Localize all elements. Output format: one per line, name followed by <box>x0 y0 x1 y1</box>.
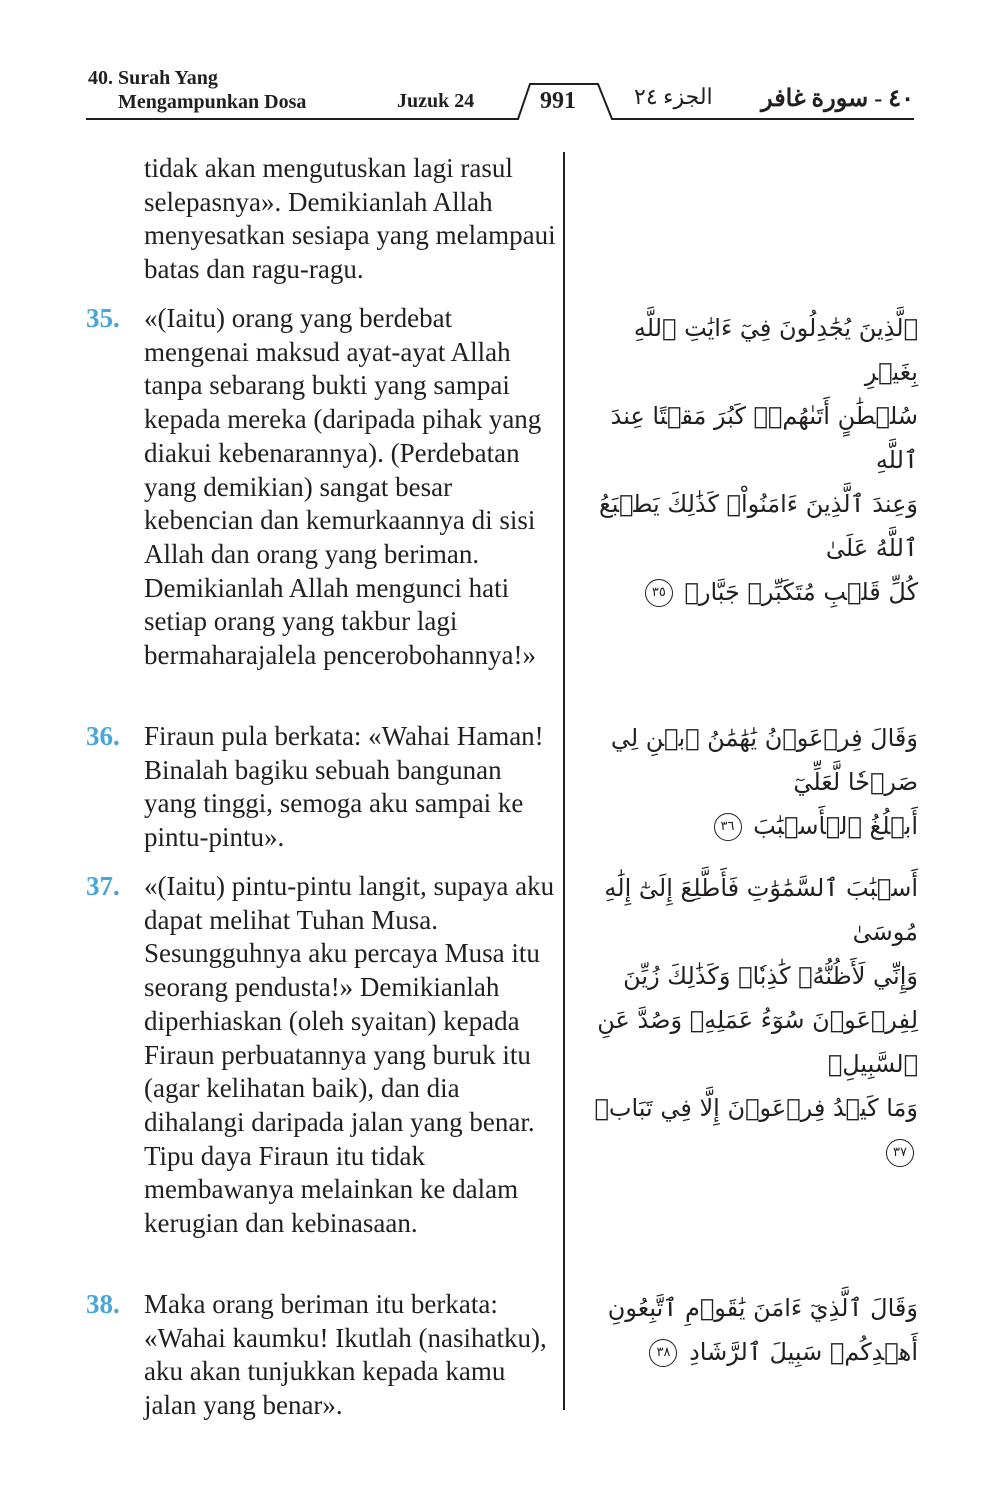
verse-end-marker: ٣٥ <box>645 579 673 607</box>
verse-number: 37. <box>86 871 120 901</box>
arabic-line: وَمَا كَيۡدُ فِرۡعَوۡنَ إِلَّا فِي تَبَابٖ <box>594 1094 918 1122</box>
verse-end-marker: ٣٨ <box>649 1339 677 1367</box>
verse-arabic <box>578 306 918 614</box>
continuation-text: tidak akan mengutuskan lagi rasul selepasnya». Demikianlah Allah menyesatkan sesiapa yang melampaui batas dan ragu-ragu. <box>144 153 556 285</box>
verse-arabic <box>578 866 918 1174</box>
arabic-line: لِفِرۡعَوۡنَ سُوٓءُ عَمَلِهِۦ وَصُدَّ عَنِ ٱلسَّبِيلِۚ <box>597 1006 918 1078</box>
verse-arabic <box>578 1286 918 1374</box>
verse-end-marker: ٣٧ <box>886 1139 914 1167</box>
verse-end-marker: ٣٦ <box>714 813 742 841</box>
arabic-line: وَإِنِّي لَأَظُنُّهُۥ كَٰذِبٗاۚ وَكَذَٰلِكَ زُيِّنَ <box>623 962 918 990</box>
column-divider <box>563 152 565 1410</box>
arabic-line: كُلِّ قَلۡبِ مُتَكَبِّرٖ جَبَّارٖ <box>684 578 918 606</box>
surah-title-line1: 40. Surah Yang <box>88 67 218 89</box>
surah-title-line2: Mengampunkan Dosa <box>118 91 307 113</box>
arabic-line: أَبۡلُغُ ٱلۡأَسۡبَٰبَ <box>753 812 918 840</box>
page-number: 991 <box>540 88 576 114</box>
arabic-line: أَهۡدِكُمۡ سَبِيلَ ٱلرَّشَادِ <box>689 1338 918 1366</box>
arabic-line: ٱلَّذِينَ يُجَٰدِلُونَ فِيٓ ءَايَٰتِ ٱللَّهِ بِغَيۡرِ <box>633 314 918 386</box>
header-rule <box>0 0 1000 130</box>
verse-translation: Maka orang beriman itu berkata: «Wahai kaumku! Ikutlah (nasihatku), aku akan tunjukkan kepada kamu jalan yang benar». <box>144 1289 547 1421</box>
arabic-line: وَعِندَ ٱلَّذِينَ ءَامَنُواْۚ كَذَٰلِكَ يَطۡبَعُ ٱللَّهُ عَلَىٰ <box>598 490 918 562</box>
verse-translation: «(Iaitu) pintu-pintu langit, supaya aku dapat melihat Tuhan Musa. Sesungguhnya aku percaya Musa itu seorang pendusta!» Demikianlah diperhiaskan (oleh syaitan) kepada Firaun perbuatannya yang buruk itu (agar kelihatan baik), dan dia dihalangi daripada jalan yang benar. Tipu daya Firaun itu tidak membawanya melainkan ke dalam kerugian dan kebinasaan. <box>144 871 555 1239</box>
verse-translation: «(Iaitu) orang yang berdebat mengenai maksud ayat-ayat Allah tanpa sebarang bukti yang sampai kepada mereka (daripada pihak yang diakui kebenarannya). (Perdebatan yang demikian) sangat besar kebencian dan kemurkaannya di sisi Allah dan orang yang beriman. Demikianlah Allah mengunci hati setiap orang yang takbur lagi bermaharajalela pencerobohannya!» <box>144 303 542 671</box>
arabic-line: أَسۡبَٰبَ ٱلسَّمَٰوَٰتِ فَأَطَّلِعَ إِلَىٰٓ إِلَٰهِ مُوسَىٰ <box>604 874 918 946</box>
juz-label-arabic: الجزء ٢٤ <box>634 84 713 109</box>
verse-number: 38. <box>86 1289 120 1319</box>
arabic-line: وَقَالَ فِرۡعَوۡنُ يَٰهَٰمَٰنُ ٱبۡنِ لِي صَرۡحٗا لَّعَلِّيٓ <box>610 724 918 796</box>
arabic-line: سُلۡطَٰنٍ أَتَىٰهُمۡۖ كَبُرَ مَقۡتًا عِندَ ٱللَّهِ <box>610 402 918 474</box>
surah-title-arabic: ٤٠ - سورة غافر <box>760 86 914 112</box>
verse-number: 35. <box>86 303 120 333</box>
verse-arabic <box>578 716 918 848</box>
verse-number: 36. <box>86 721 120 751</box>
verse-translation: Firaun pula berkata: «Wahai Haman! Binalah bagiku sebuah bangunan yang tinggi, semoga aku sampai ke pintu-pintu». <box>144 721 544 853</box>
arabic-line: وَقَالَ ٱلَّذِيٓ ءَامَنَ يَٰقَوۡمِ ٱتَّبِعُونِ <box>607 1294 918 1322</box>
juzuk-label: Juzuk 24 <box>397 90 475 112</box>
